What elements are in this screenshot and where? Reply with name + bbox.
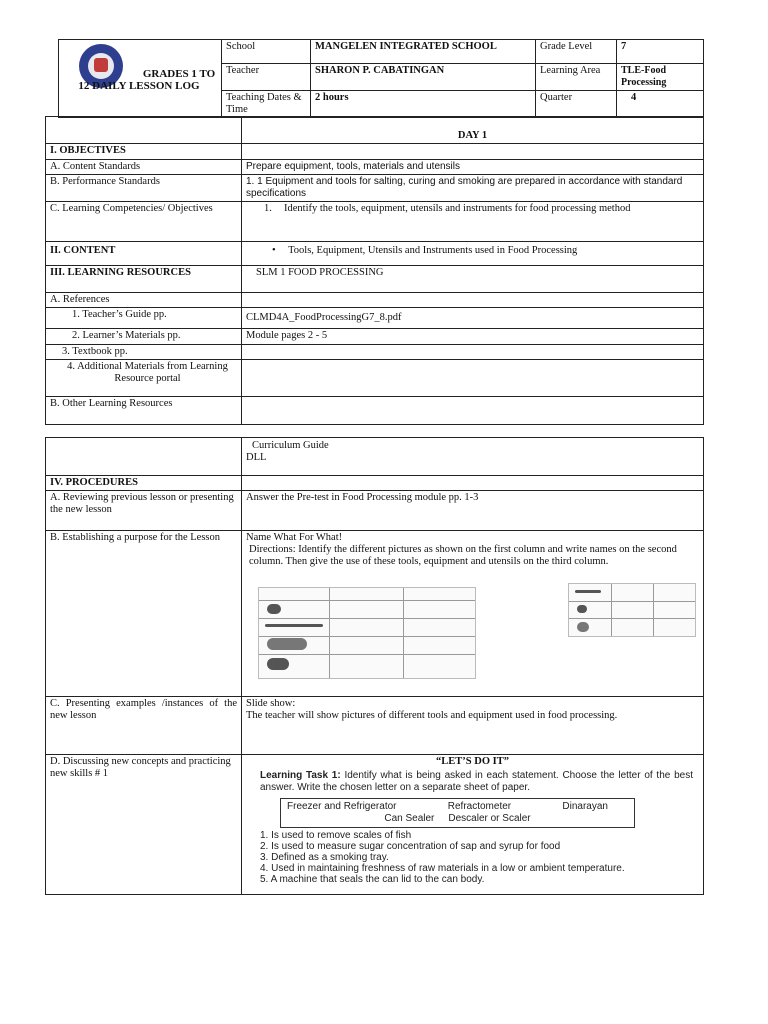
learners-materials-value: Module pages 2 - 5	[242, 329, 704, 345]
choice-dinarayan: Dinarayan	[562, 801, 608, 812]
area-label: Learning Area	[536, 64, 617, 91]
header-table	[58, 39, 704, 118]
choice-descaler: Descaler or Scaler	[448, 813, 531, 824]
task-title: Learning Task 1:	[260, 770, 341, 781]
day-label: DAY 1	[242, 117, 704, 144]
procedure-a-label: A. Reviewing previous lesson or presenting the new lesson	[46, 491, 242, 531]
grade-value: 7	[617, 40, 704, 64]
dates-value: 2 hours	[311, 91, 536, 118]
curriculum-guide-text: Curriculum Guide	[252, 440, 329, 451]
other-resources-label: B. Other Learning Resources	[46, 397, 242, 425]
school-label: School	[222, 40, 311, 64]
procedure-b-directions: Directions: Identify the different pictures as shown on the first column and write names on the second column. Then give the use of these tools, equipment and utensils on the third column.	[249, 544, 677, 567]
task-item-2: 2. Is used to measure sugar concentration of sap and syrup for food	[260, 841, 561, 852]
doc-title-line2: 12 DAILY LESSON LOG	[78, 80, 200, 92]
procedure-a-value: Answer the Pre-test in Food Processing module pp. 1-3	[242, 491, 704, 531]
procedure-c-label: C. Presenting examples /instances of the new lesson	[46, 697, 242, 755]
tools-worksheet-image-2	[568, 583, 696, 637]
performance-standards-value: 1. 1 Equipment and tools for salting, curing and smoking are prepared in accordance with standard specifications	[242, 175, 704, 202]
learners-materials-label: 2. Learner’s Materials pp.	[46, 329, 242, 345]
grade-label: Grade Level	[536, 40, 617, 64]
competencies-label: C. Learning Competencies/ Objectives	[46, 202, 242, 242]
performance-standards-label: B. Performance Standards	[46, 175, 242, 202]
objectives-table	[45, 116, 704, 425]
competencies-number: 1.	[264, 203, 272, 214]
task-item-4: 4. Used in maintaining freshness of raw materials in a low or ambient temperature.	[260, 863, 625, 874]
choice-refractometer: Refractometer	[447, 801, 512, 812]
procedures-table	[45, 437, 704, 895]
competencies-value: Identify the tools, equipment, utensils and instruments for food processing method	[284, 203, 631, 214]
dll-text: DLL	[246, 452, 267, 463]
quarter-value: 4	[617, 91, 704, 118]
competencies-cell	[242, 202, 704, 242]
slm-value: SLM 1 FOOD PROCESSING	[242, 266, 704, 293]
lets-do-it-heading: “LET’S DO IT”	[436, 756, 509, 767]
procedure-c-title: Slide show:	[246, 698, 296, 709]
objectives-heading: I. OBJECTIVES	[46, 144, 242, 160]
textbook-label: 3. Textbook pp.	[46, 345, 242, 360]
choice-can-sealer: Can Sealer	[384, 813, 435, 824]
additional-materials-label: 4. Additional Materials from Learning Resource portal	[46, 360, 242, 397]
procedure-c-value: The teacher will show pictures of different tools and equipment used in food processing.	[246, 710, 618, 721]
tools-worksheet-image	[258, 587, 476, 679]
choice-freezer: Freezer and Refrigerator	[287, 801, 397, 812]
resources-heading: III. LEARNING RESOURCES	[46, 266, 242, 293]
content-standards-label: A. Content Standards	[46, 160, 242, 175]
task-item-1: 1. Is used to remove scales of fish	[260, 830, 412, 841]
school-value: MANGELEN INTEGRATED SCHOOL	[311, 40, 536, 64]
dates-label: Teaching Dates & Time	[222, 91, 311, 118]
task-item-5: 5. A machine that seals the can lid to the can body.	[260, 874, 485, 885]
procedure-b-title: Name What For What!	[246, 532, 343, 543]
teacher-label: Teacher	[222, 64, 311, 91]
procedures-heading: IV. PROCEDURES	[46, 476, 242, 491]
procedure-b-label: B. Establishing a purpose for the Lesson	[46, 531, 242, 697]
content-bullet: •	[272, 245, 276, 256]
doc-title-line1: GRADES 1 TO	[142, 68, 216, 80]
teachers-guide-value: CLMD4A_FoodProcessingG7_8.pdf	[242, 308, 704, 329]
references-label: A. References	[46, 293, 242, 308]
procedure-d-label: D. Discussing new concepts and practicing new skills # 1	[46, 755, 242, 895]
teachers-guide-label: 1. Teacher’s Guide pp.	[46, 308, 242, 329]
content-heading: II. CONTENT	[46, 242, 242, 266]
task-text: Identify what is being asked in each statement. Choose the letter of the best answer. Write the chosen letter on a separate sheet of paper.	[260, 770, 693, 793]
teacher-value: SHARON P. CABATINGAN	[311, 64, 536, 91]
task-item-3: 3. Defined as a smoking tray.	[260, 852, 389, 863]
quarter-label: Quarter	[536, 91, 617, 118]
content-value: Tools, Equipment, Utensils and Instruments used in Food Processing	[288, 245, 578, 256]
choices-box	[280, 798, 635, 828]
area-value: TLE-Food Processing	[617, 64, 704, 91]
header-title-cell	[59, 40, 222, 118]
content-standards-value: Prepare equipment, tools, materials and utensils	[242, 160, 704, 175]
